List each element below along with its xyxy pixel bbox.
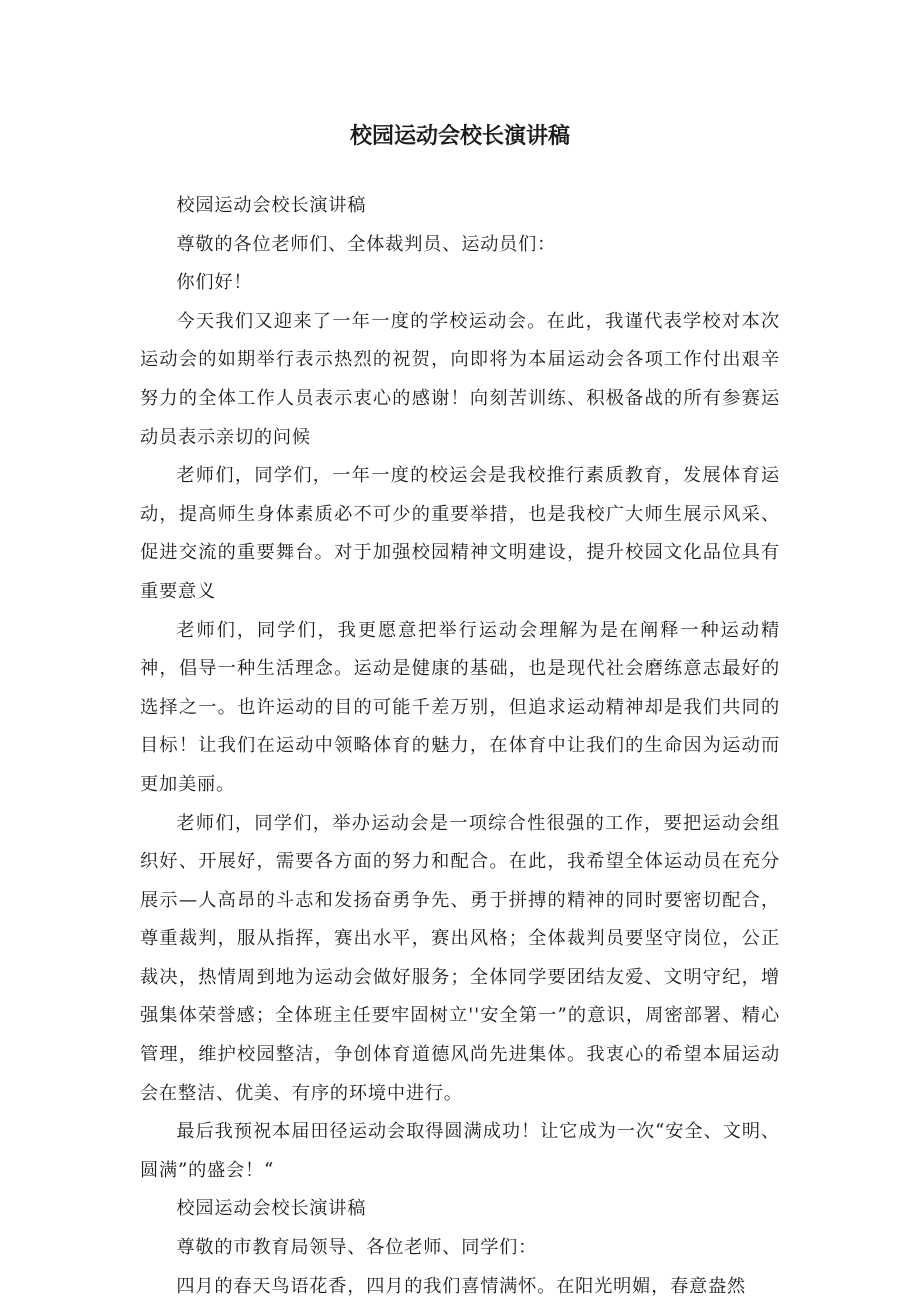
document-title: 校园运动会校长演讲稿 [349,124,570,149]
paragraph-expectations: 老师们，同学们，举办运动会是一项综合性很强的工作，要把运动会组织好、开展好，需要各方面的努力和配合。在此，我希望全体运动员在充分展示—人高昂的斗志和发扬奋勇争先、勇于拼搏的精神的同时要密切配合，尊重裁判，服从指挥，赛出水平，赛出风格；全体裁判员要坚守岗位，公正裁决，热情周到地为运动会做好服务；全体同学要团结友爱、文明守纪，增强集体荣誉感；全体班主任要牢固树立''安全第一”的意识，周密部署、精心管理，维护校园整洁，争创体育道德风尚先进集体。我衷心的希望本届运动会在整洁、优美、有序的环境中进行。 [140,812,780,1104]
document-body [140,187,780,1306]
paragraph-opening: 今天我们又迎来了一年一度的学校运动会。在此，我谨代表学校对本次运动会的如期举行表示热烈的祝贺，向即将为本届运动会各项工作付出艰辛努力的全体工作人员表示衷心的感谢！向刻苦训练、积极备战的所有参赛运动员表示亲切的问候 [140,310,780,448]
paragraph-closing: 最后我预祝本届田径运动会取得圆满成功！让它成为一次“安全、文明、圆满”的盛会！“ [140,1121,780,1181]
paragraph-greeting: 你们好！ [176,272,253,294]
paragraph-salutation: 尊敬的各位老师们、全体裁判员、运动员们： [176,233,557,255]
paragraph-second-salutation: 尊敬的市教育局领导、各位老师、同学们： [176,1237,538,1259]
paragraph-significance: 老师们，同学们，一年一度的校运会是我校推行素质教育，发展体育运动，提高师生身体素质必不可少的重要举措，也是我校广大师生展示风采、促进交流的重要舞台。对于加强校园精神文明建设，提升校园文化品位具有重要意义 [140,465,780,602]
paragraph-second-subtitle: 校园运动会校长演讲稿 [176,1198,367,1220]
paragraph-second-opening: 四月的春天鸟语花香，四月的我们喜情满怀。在阳光明媚，春意盎然 [176,1275,747,1297]
paragraph-subtitle: 校园运动会校长演讲稿 [176,195,367,216]
paragraph-spirit: 老师们，同学们，我更愿意把举行运动会理解为是在阐释一种运动精神，倡导一种生活理念。运动是健康的基础，也是现代社会磨练意志最好的选择之一。也许运动的目的可能千差万别，但追求运动精神却是我们共同的目标！让我们在运动中领略体育的魅力，在体育中让我们的生命因为运动而更加美丽。 [140,619,780,795]
